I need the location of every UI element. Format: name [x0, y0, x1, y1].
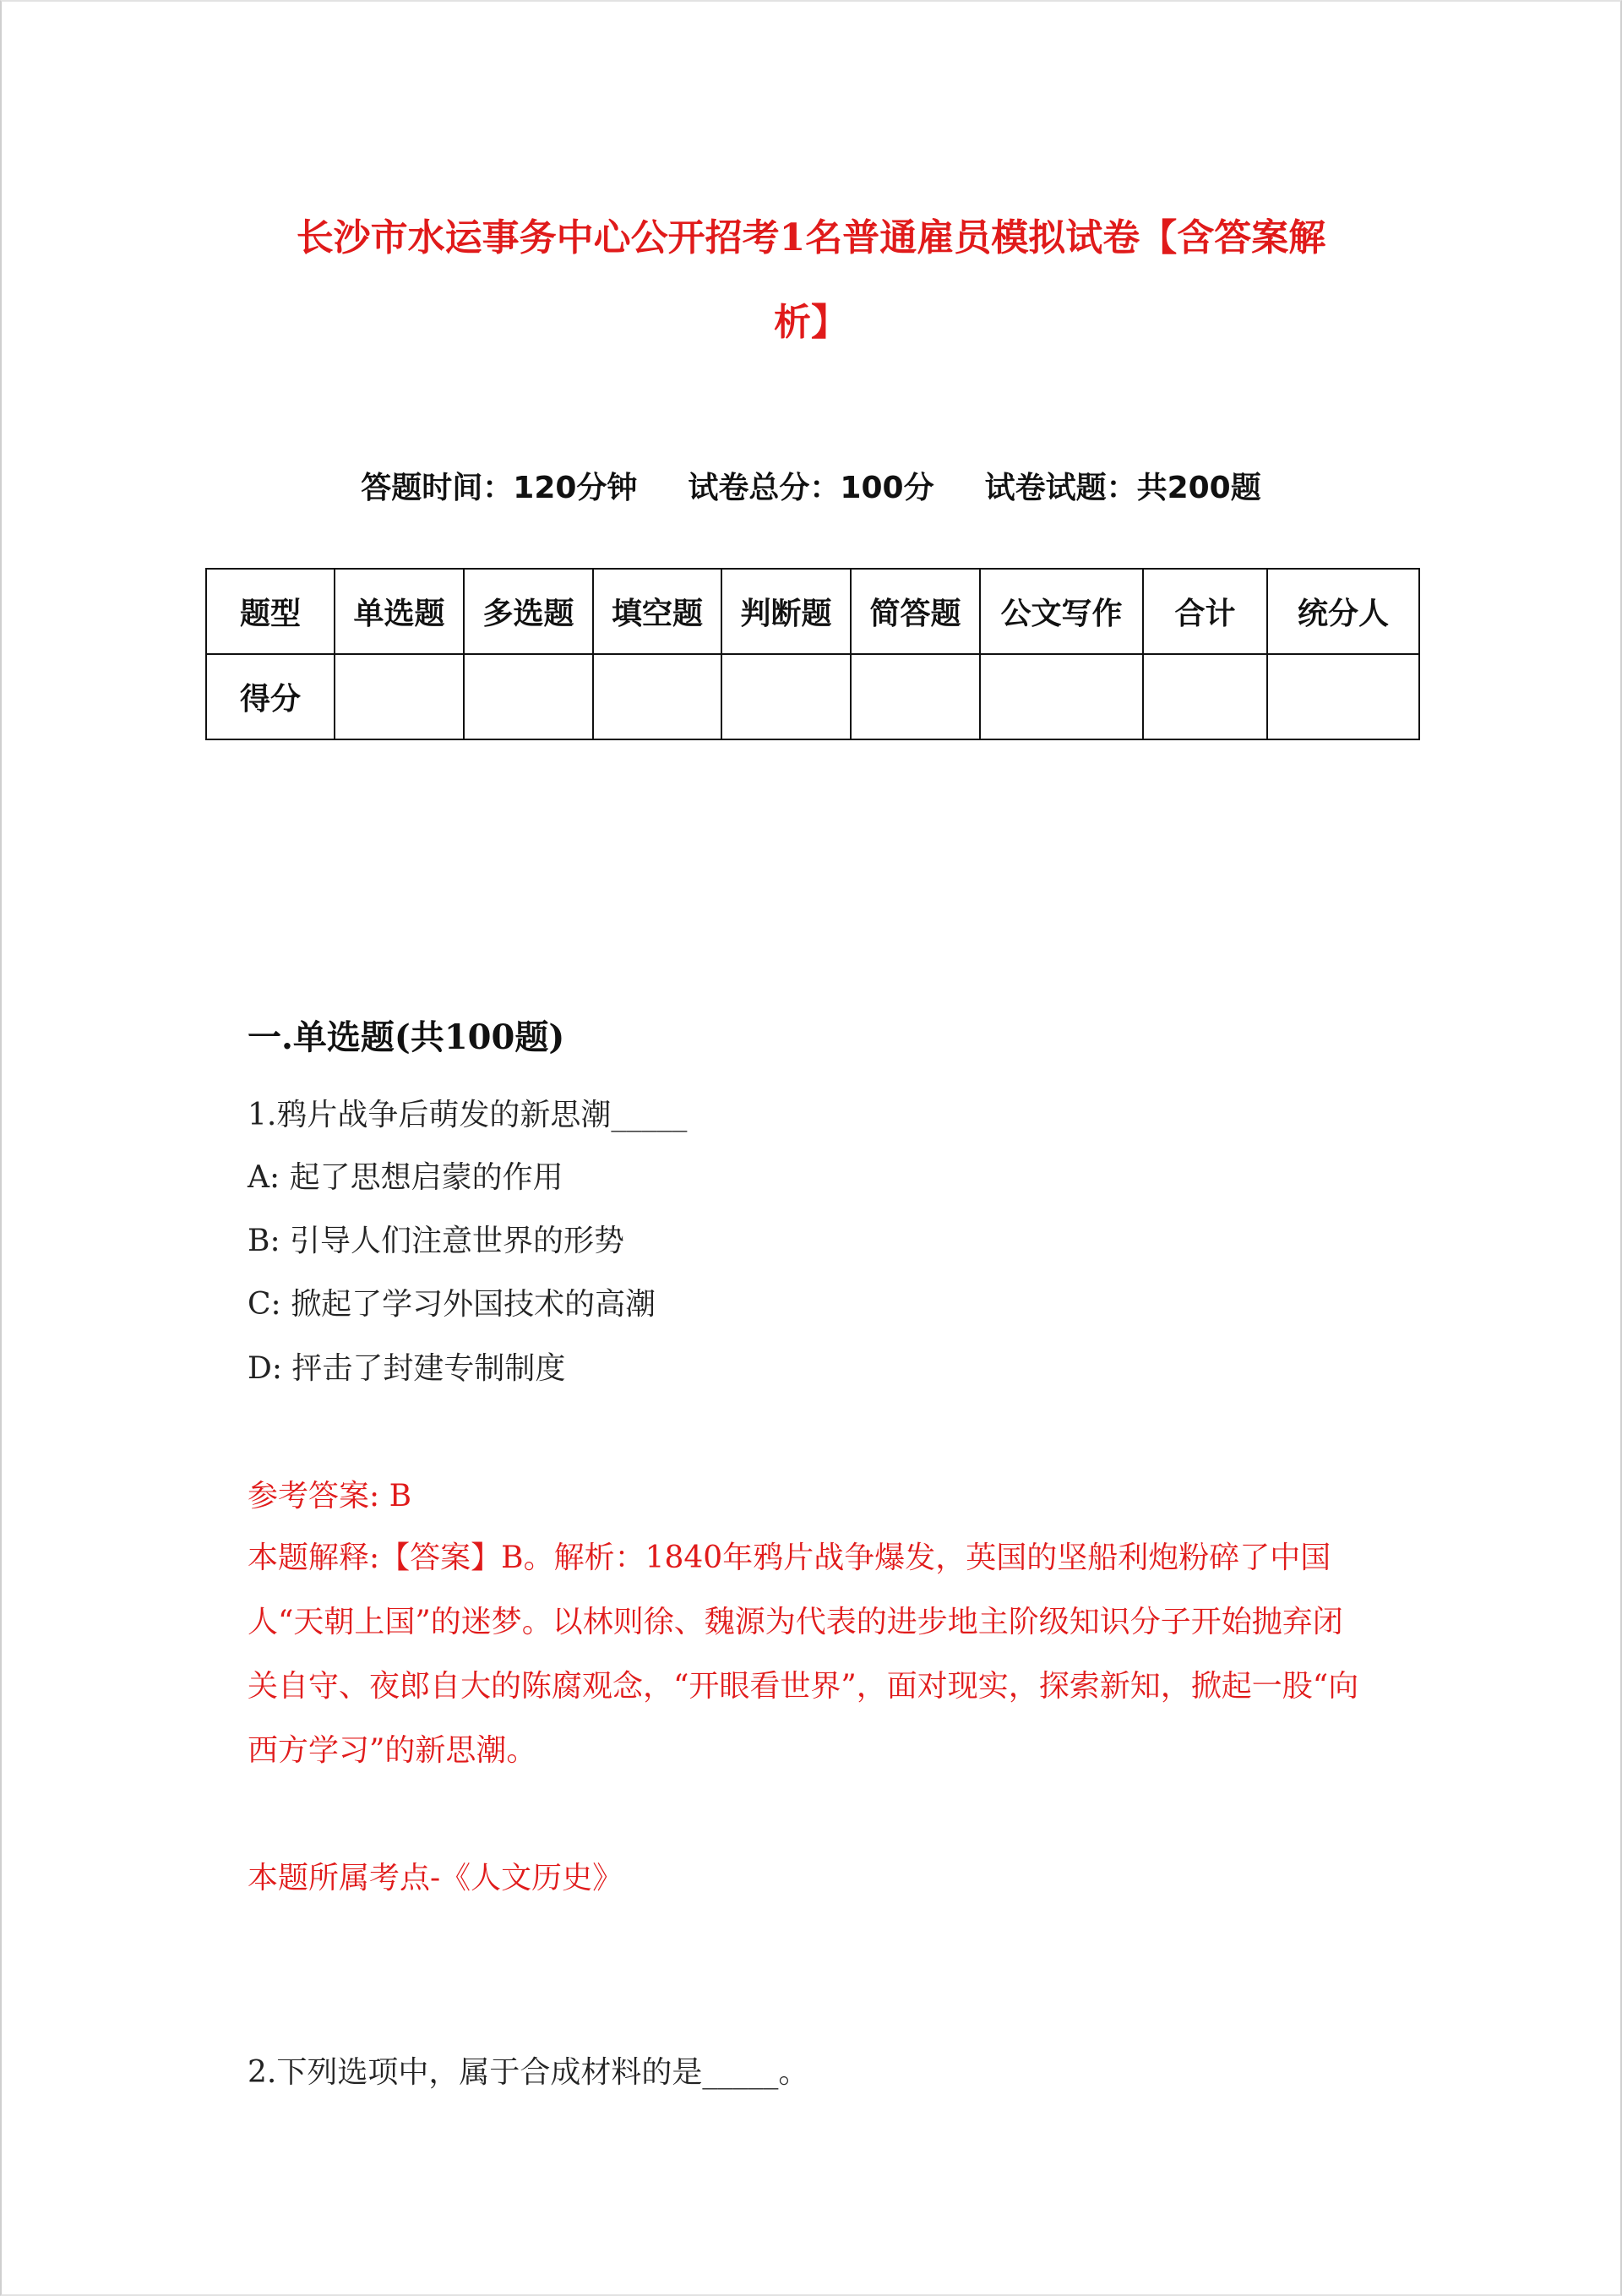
exam-time: 答题时间：120分钟	[361, 471, 638, 505]
exam-total-score: 试卷总分：100分	[688, 471, 934, 505]
score-cell-scorer[interactable]	[1267, 654, 1419, 739]
header-cell-fill-blank: 填空题	[593, 569, 721, 654]
header-cell-official-writing: 公文写作	[980, 569, 1143, 654]
header-cell-true-false: 判断题	[721, 569, 851, 654]
header-cell-short-answer: 简答题	[851, 569, 980, 654]
score-cell-total[interactable]	[1143, 654, 1267, 739]
question-1-stem: 1.鸦片战争后萌发的新思潮_____	[248, 1098, 688, 1132]
header-cell-scorer: 统分人	[1267, 569, 1419, 654]
score-cell-fill-blank[interactable]	[593, 654, 721, 739]
exam-question-count: 试卷试题：共200题	[984, 471, 1261, 505]
score-cell-official-writing[interactable]	[980, 654, 1143, 739]
score-row-label: 得分	[206, 654, 335, 739]
score-cell-multiple-choice[interactable]	[464, 654, 593, 739]
header-cell-single-choice: 单选题	[335, 569, 464, 654]
score-table	[205, 568, 1420, 740]
question-1-topic: 本题所属考点-《人文历史》	[248, 1861, 623, 1895]
header-cell-type: 题型	[206, 569, 335, 654]
question-1-option-a[interactable]: A: 起了思想启蒙的作用	[248, 1160, 563, 1195]
score-cell-single-choice[interactable]	[335, 654, 464, 739]
section-heading: 一.单选题(共100题)	[248, 1017, 565, 1057]
score-cell-short-answer[interactable]	[851, 654, 980, 739]
question-1-option-c[interactable]: C: 掀起了学习外国技术的高潮	[248, 1287, 656, 1322]
score-table-header-row	[206, 569, 1419, 654]
question-1-option-b[interactable]: B: 引导人们注意世界的形势	[248, 1224, 625, 1258]
header-cell-multiple-choice: 多选题	[464, 569, 593, 654]
question-2-stem: 2.下列选项中，属于合成材料的是_____。	[248, 2055, 809, 2090]
exam-title-line-2: 析】	[774, 301, 848, 344]
score-cell-true-false[interactable]	[721, 654, 851, 739]
exam-title-line-1: 长沙市水运事务中心公开招考1名普通雇员模拟试卷【含答案解	[296, 216, 1326, 259]
header-cell-total: 合计	[1143, 569, 1267, 654]
score-table-score-row	[206, 654, 1419, 739]
question-1-explanation: 本题解释:【答案】B。解析：1840年鸦片战争爆发，英国的坚船利炮粉碎了中国人“天朝上国”的迷梦。以林则徐、魏源为代表的进步地主阶级知识分子开始抛弃闭关自守、夜郎自大的陈腐观念，“开眼看世界”，面对现实，探索新知，掀起一股“向西方学习”的新思潮。	[248, 1541, 1359, 1768]
question-1-answer: 参考答案: B	[248, 1479, 412, 1513]
question-1-option-d[interactable]: D: 抨击了封建专制制度	[248, 1351, 566, 1386]
exam-meta	[0, 469, 1622, 508]
